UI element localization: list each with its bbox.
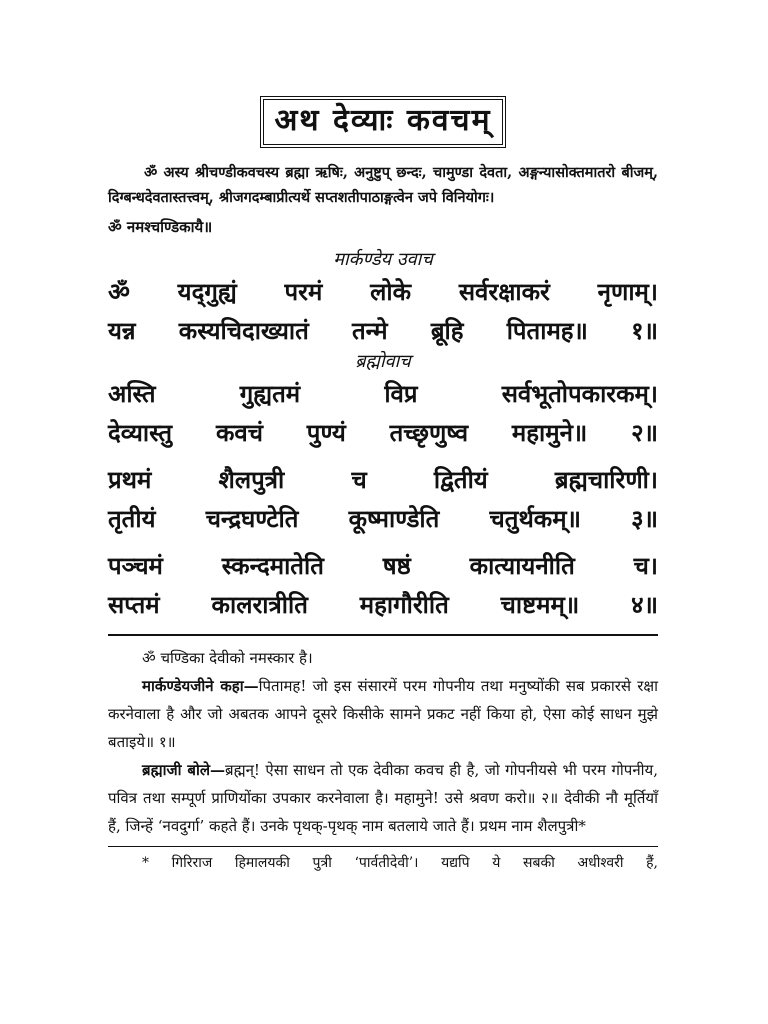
verse-3-line-2: तृतीयं चन्द्रघण्टेति कूष्माण्डेति चतुर्थकम्॥ ३॥ bbox=[108, 504, 658, 533]
verse-4 bbox=[108, 546, 658, 624]
footnote: * गिरिराज हिमालयकी पुत्री ‘पार्वतीदेवी’। यद्यपि ये सबकी अधीश्वरी हैं, bbox=[142, 855, 658, 871]
section-divider bbox=[108, 634, 658, 636]
translation-markandeya-text: पितामह! जो इस संसारमें परम गोपनीय तथा मनुष्योंकी सब प्रकारसे रक्षा करनेवाला है और जो अबतक आपने दूसरे किसीके सामने प्रकट नहीं किया हो, ऐसा कोई साधन मुझे बताइये॥ १॥ bbox=[108, 677, 658, 751]
translation-brahma bbox=[108, 756, 658, 840]
translation-markandeya-speaker: मार्कण्डेयजीने कहा— bbox=[142, 677, 259, 695]
speaker-markandeya: मार्कण्डेय उवाच bbox=[333, 249, 433, 270]
verse-2 bbox=[108, 374, 658, 452]
verse-2-line-2: देव्यास्तु कवचं पुण्यं तच्छृणुष्व महामुने॥ २॥ bbox=[108, 418, 658, 447]
speaker-brahma: ब्रह्मोवाच bbox=[355, 351, 411, 372]
verse-1 bbox=[108, 272, 658, 350]
verse-3 bbox=[108, 460, 658, 538]
title-wrap bbox=[108, 96, 658, 148]
verse-gap bbox=[108, 538, 658, 546]
translation-brahma-speaker: ब्रह्माजी बोले— bbox=[142, 761, 226, 779]
translation-salutation: ॐ चण्डिका देवीको नमस्कार है। bbox=[142, 649, 313, 667]
page bbox=[108, 96, 658, 875]
verse-2-line-1: अस्ति गुह्यतमं विप्र सर्वभूतोपकारकम्। bbox=[108, 379, 658, 408]
translation-brahma-text: ब्रह्मन्! ऐसा साधन तो एक देवीका कवच ही है, जो गोपनीयसे भी परम गोपनीय, पवित्र तथा सम्पूर्ण प्राणियोंका उपकार करनेवाला है। महामुने! उसे श्रवण करो॥ २॥ देवीकी नौ मूर्तियाँ हैं, जिन्हें ‘नवदुर्गा’ कहते हैं। उनके पृथक्-पृथक् नाम बतलाये जाते हैं। प्रथम नाम शैलपुत्री* bbox=[108, 761, 658, 835]
verse-4-line-1: पञ्चमं स्कन्दमातेति षष्ठं कात्यायनीति च। bbox=[108, 551, 658, 580]
page-title: अथ देव्याः कवचम् bbox=[260, 96, 505, 148]
translation-markandeya bbox=[108, 672, 658, 756]
namah-line: ॐ नमश्चण्डिकायै॥ bbox=[108, 218, 213, 236]
verse-4-line-2: सप्तमं कालरात्रीति महागौरीति चाष्टमम्॥ ४॥ bbox=[108, 590, 658, 619]
viniyoga-paragraph: ॐ अस्य श्रीचण्डीकवचस्य ब्रह्मा ऋषिः, अनुष्टुप् छन्दः, चामुण्डा देवता, अङ्गन्यासोक्तमातरो बीजम्, दिग्बन्धदेवतास्तत्त्वम्, श्रीजगदम्बाप्रीत्यर्थे सप्तशतीपाठाङ्गत्वेन जपे विनियोगः। bbox=[108, 164, 658, 206]
footnote-rule bbox=[108, 846, 658, 847]
verse-1-line-1: ॐ यद्‌गुह्यं परमं लोके सर्वरक्षाकरं नृणाम्। bbox=[108, 277, 658, 306]
verse-1-line-2: यन्न कस्यचिदाख्यातं तन्मे ब्रूहि पितामह॥ १॥ bbox=[108, 316, 658, 345]
verse-gap bbox=[108, 452, 658, 460]
verse-3-line-1: प्रथमं शैलपुत्री च द्वितीयं ब्रह्मचारिणी। bbox=[108, 465, 658, 494]
